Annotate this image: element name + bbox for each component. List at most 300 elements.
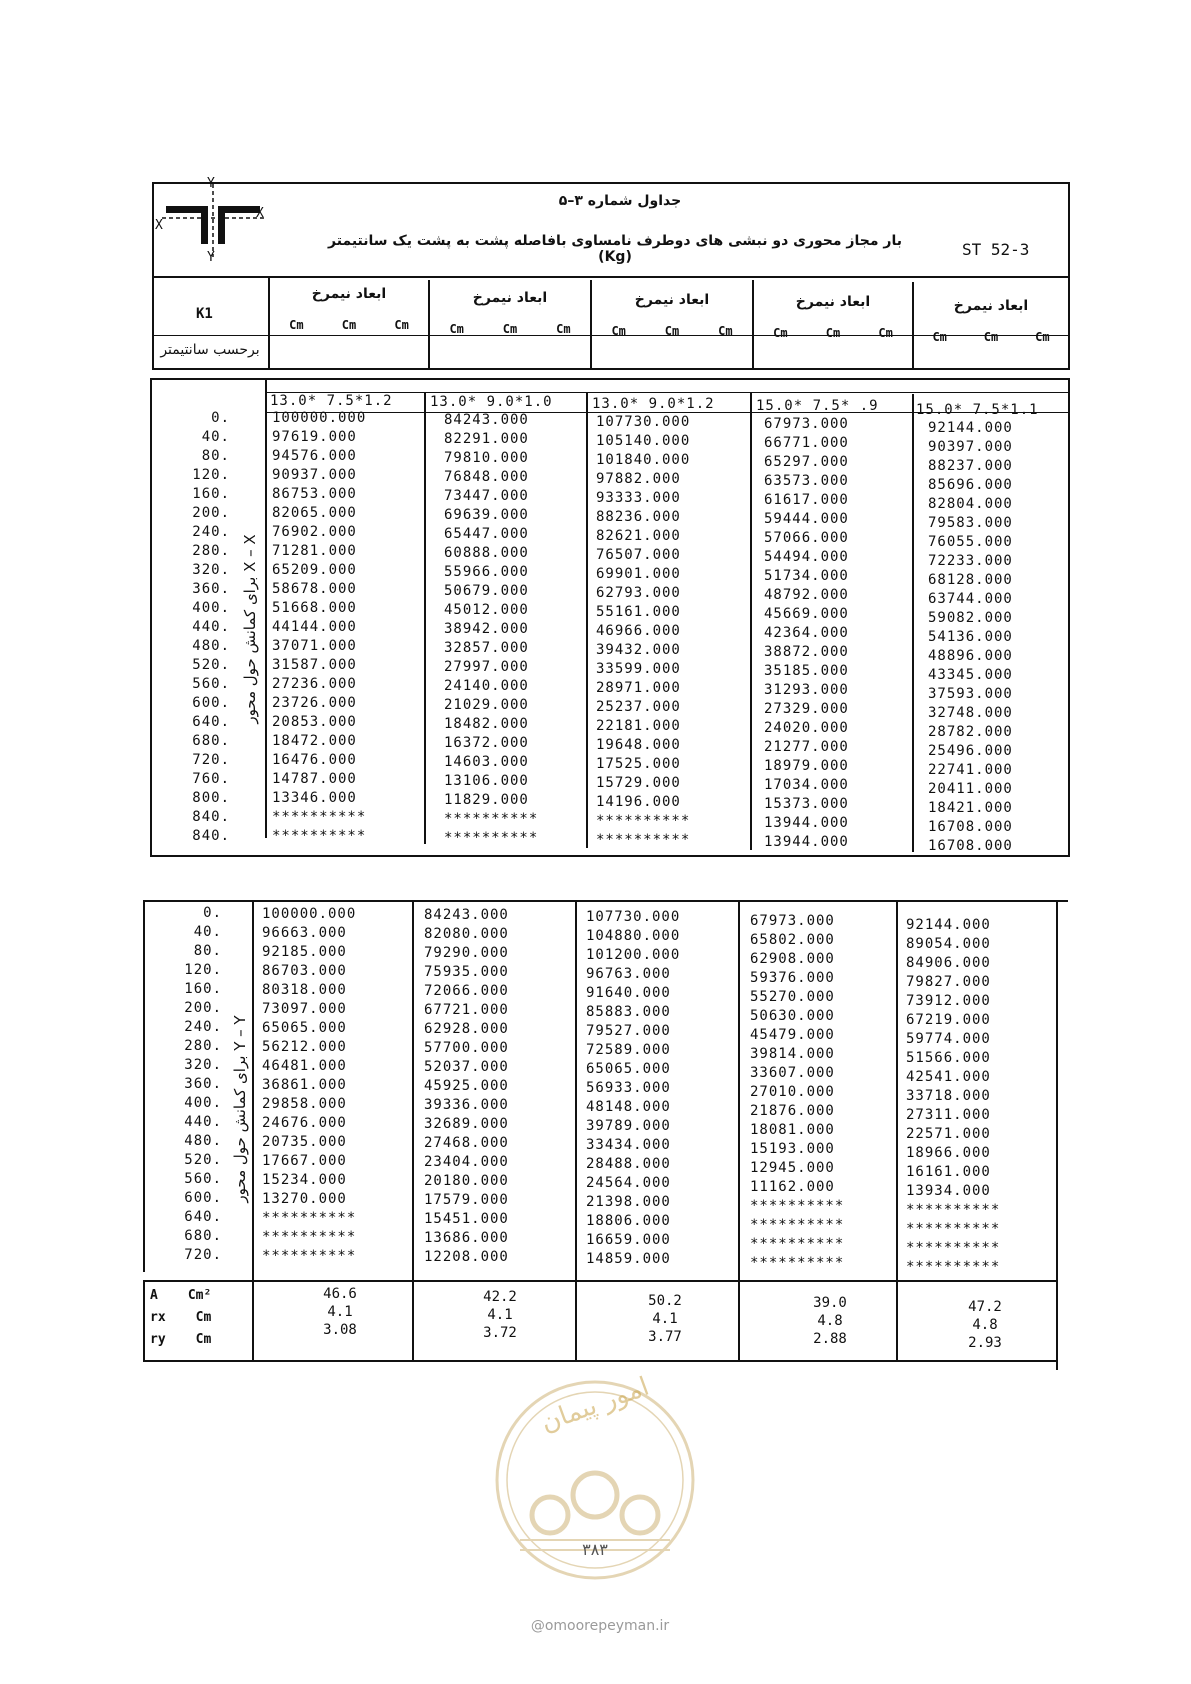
k1-value: 520. — [184, 1152, 222, 1168]
load-value: 52037.000 — [424, 1059, 509, 1075]
k1-value: 120. — [184, 962, 222, 978]
load-value: 93333.000 — [596, 490, 681, 506]
load-value: 51734.000 — [764, 568, 849, 584]
load-value: 62793.000 — [596, 585, 681, 601]
y-col-5 — [906, 916, 1000, 1277]
load-value: 58678.000 — [272, 581, 357, 597]
load-value: 42364.000 — [764, 625, 849, 641]
load-value: 15373.000 — [764, 796, 849, 812]
k1-value: 600. — [184, 1190, 222, 1206]
load-value: 14859.000 — [586, 1251, 671, 1267]
load-value: 86753.000 — [272, 486, 357, 502]
load-value: 18472.000 — [272, 733, 357, 749]
load-value: 15193.000 — [750, 1141, 835, 1157]
load-value: 32689.000 — [424, 1116, 509, 1132]
load-value: 72066.000 — [424, 983, 509, 999]
load-value: ********** — [906, 1202, 1001, 1218]
load-value: 19648.000 — [596, 737, 681, 753]
dim-unit: Cm — [502, 322, 518, 336]
load-value: 18979.000 — [764, 758, 849, 774]
load-value: 36861.000 — [262, 1077, 347, 1093]
load-value: 88237.000 — [928, 458, 1013, 474]
profile-header-1 — [270, 286, 428, 332]
prop-rx-value: 4.1 — [487, 1307, 513, 1323]
load-value: 62928.000 — [424, 1021, 509, 1037]
load-value: ********** — [906, 1259, 1001, 1275]
load-value: 76902.000 — [272, 524, 357, 540]
load-value: 39336.000 — [424, 1097, 509, 1113]
load-value: 15451.000 — [424, 1211, 509, 1227]
profile-label-1: 13.0* 7.5*1.2 — [270, 393, 393, 409]
load-value: 67973.000 — [764, 416, 849, 432]
load-value: 32748.000 — [928, 705, 1013, 721]
load-value: 18421.000 — [928, 800, 1013, 816]
load-value: ********** — [272, 828, 367, 844]
load-value: 16161.000 — [906, 1164, 991, 1180]
dim-unit: Cm — [825, 326, 841, 340]
load-value: 21876.000 — [750, 1103, 835, 1119]
profile-label-2: 13.0* 9.0*1.0 — [430, 394, 553, 410]
load-value: 27468.000 — [424, 1135, 509, 1151]
load-value: 38872.000 — [764, 644, 849, 660]
k1-unit: برحسب سانتیمتر — [160, 342, 260, 358]
load-value: 48148.000 — [586, 1099, 671, 1115]
load-value: 13686.000 — [424, 1230, 509, 1246]
k1-value: 40. — [193, 924, 222, 940]
load-value: 23404.000 — [424, 1154, 509, 1170]
load-value: ********** — [596, 813, 691, 829]
y-col-2 — [424, 906, 509, 1267]
load-value: 59082.000 — [928, 610, 1013, 626]
x-col-3 — [596, 413, 690, 850]
load-value: ********** — [272, 809, 367, 825]
load-value: 46481.000 — [262, 1058, 347, 1074]
prop-ry-unit: Cm — [195, 1332, 212, 1347]
load-value: 31587.000 — [272, 657, 357, 673]
load-value: 94576.000 — [272, 448, 357, 464]
load-value: 11829.000 — [444, 792, 529, 808]
load-value: 44144.000 — [272, 619, 357, 635]
load-value: 69901.000 — [596, 566, 681, 582]
load-value: 68128.000 — [928, 572, 1013, 588]
load-value: 32857.000 — [444, 640, 529, 656]
load-value: 65447.000 — [444, 526, 529, 542]
prop-a-unit: Cm² — [187, 1288, 212, 1303]
k1-value: 800. — [192, 790, 230, 806]
k1-value: 280. — [192, 543, 230, 559]
load-value: 18081.000 — [750, 1122, 835, 1138]
dim-unit: Cm — [1035, 330, 1050, 344]
prop-col-2 — [460, 1288, 540, 1342]
load-value: 90937.000 — [272, 467, 357, 483]
load-value: 96763.000 — [586, 966, 671, 982]
load-value: 18806.000 — [586, 1213, 671, 1229]
k1-value: 360. — [184, 1076, 222, 1092]
load-value: 56933.000 — [586, 1080, 671, 1096]
load-value: 51566.000 — [906, 1050, 991, 1066]
load-value: 46966.000 — [596, 623, 681, 639]
k1-value: 600. — [192, 695, 230, 711]
load-value: 17525.000 — [596, 756, 681, 772]
load-value: 96663.000 — [262, 925, 347, 941]
load-value: 28488.000 — [586, 1156, 671, 1172]
load-value: 82291.000 — [444, 431, 529, 447]
prop-a-value: 50.2 — [648, 1293, 682, 1309]
load-value: 66771.000 — [764, 435, 849, 451]
load-value: 22571.000 — [906, 1126, 991, 1142]
k1-value: 680. — [184, 1228, 222, 1244]
prop-rx-unit: Cm — [195, 1310, 212, 1325]
load-value: 27329.000 — [764, 701, 849, 717]
prop-col-4 — [790, 1294, 870, 1348]
y-section-k1-column — [150, 904, 222, 1265]
load-value: 82621.000 — [596, 528, 681, 544]
load-value: 107730.000 — [586, 909, 681, 925]
load-value: ********** — [262, 1229, 357, 1245]
load-value: 63744.000 — [928, 591, 1013, 607]
k1-value: 240. — [192, 524, 230, 540]
profile-label-4: 15.0* 7.5* .9 — [756, 398, 879, 414]
load-value: 33607.000 — [750, 1065, 835, 1081]
prop-rx-value: 4.8 — [817, 1313, 843, 1329]
profile-dims-label: ابعاد نیمرخ — [634, 292, 710, 308]
prop-col-5 — [945, 1298, 1025, 1352]
dim-unit: Cm — [556, 322, 571, 336]
k1-value: 160. — [192, 486, 230, 502]
load-value: 48896.000 — [928, 648, 1013, 664]
load-value: ********** — [262, 1210, 357, 1226]
load-value: 50630.000 — [750, 1008, 835, 1024]
axis-label-y-top: Y — [207, 176, 215, 191]
site-watermark: @omoorepeyman.ir — [530, 1618, 670, 1634]
load-value: 48792.000 — [764, 587, 849, 603]
load-value: 11162.000 — [750, 1179, 835, 1195]
load-value: 59444.000 — [764, 511, 849, 527]
load-value: 65209.000 — [272, 562, 357, 578]
load-value: 13934.000 — [906, 1183, 991, 1199]
load-value: 17667.000 — [262, 1153, 347, 1169]
load-value: 20735.000 — [262, 1134, 347, 1150]
load-value: 92185.000 — [262, 944, 347, 960]
load-value: 16708.000 — [928, 838, 1013, 854]
load-value: ********** — [906, 1221, 1001, 1237]
load-value: 33434.000 — [586, 1137, 671, 1153]
load-value: 62908.000 — [750, 951, 835, 967]
load-value: 79827.000 — [906, 974, 991, 990]
k1-value: 480. — [184, 1133, 222, 1149]
k1-value: 80. — [201, 448, 230, 464]
load-value: 29858.000 — [262, 1096, 347, 1112]
load-value: 21029.000 — [444, 697, 529, 713]
load-value: 22181.000 — [596, 718, 681, 734]
load-value: 76507.000 — [596, 547, 681, 563]
load-value: 84906.000 — [906, 955, 991, 971]
load-value: 39814.000 — [750, 1046, 835, 1062]
load-value: 80318.000 — [262, 982, 347, 998]
load-value: 12945.000 — [750, 1160, 835, 1176]
load-value: ********** — [596, 832, 691, 848]
k1-value: 640. — [184, 1209, 222, 1225]
load-value: 100000.000 — [272, 410, 367, 426]
load-value: 24140.000 — [444, 678, 529, 694]
load-value: 101200.000 — [586, 947, 681, 963]
x-col-4 — [764, 415, 849, 852]
profile-header-3 — [592, 292, 752, 338]
load-value: 13944.000 — [764, 815, 849, 831]
load-value: 72233.000 — [928, 553, 1013, 569]
k1-value: 400. — [192, 600, 230, 616]
y-col-1 — [262, 905, 356, 1266]
dim-unit: Cm — [983, 330, 999, 344]
x-col-2 — [444, 411, 538, 848]
page-number: ۳۸۳ — [582, 1540, 608, 1559]
load-value: ********** — [906, 1240, 1001, 1256]
load-value: 79810.000 — [444, 450, 529, 466]
axis-label-y-bottom: Y — [207, 250, 215, 265]
k1-value: 0. — [203, 905, 222, 921]
load-value: 54136.000 — [928, 629, 1013, 645]
k1-value: 80. — [193, 943, 222, 959]
x-section-k1-column — [158, 409, 230, 846]
load-value: ********** — [262, 1248, 357, 1264]
load-value: 67219.000 — [906, 1012, 991, 1028]
k1-value: 640. — [192, 714, 230, 730]
x-col-5 — [928, 419, 1013, 856]
load-value: ********** — [750, 1236, 845, 1252]
load-value: 24020.000 — [764, 720, 849, 736]
load-value: 97882.000 — [596, 471, 681, 487]
k1-value: 680. — [192, 733, 230, 749]
load-value: 12208.000 — [424, 1249, 509, 1265]
k1-value: 840. — [192, 809, 230, 825]
k1-value: 40. — [201, 429, 230, 445]
load-value: 100000.000 — [262, 906, 357, 922]
k1-value: 560. — [184, 1171, 222, 1187]
y-col-3 — [586, 908, 680, 1269]
load-value: 105140.000 — [596, 433, 691, 449]
load-value: 39432.000 — [596, 642, 681, 658]
dim-unit: Cm — [718, 324, 733, 338]
load-value: 39789.000 — [586, 1118, 671, 1134]
load-value: 42541.000 — [906, 1069, 991, 1085]
load-value: 50679.000 — [444, 583, 529, 599]
dim-unit: Cm — [341, 318, 357, 332]
load-value: 27997.000 — [444, 659, 529, 675]
dim-unit: Cm — [932, 330, 947, 344]
load-value: 15234.000 — [262, 1172, 347, 1188]
prop-col-3 — [625, 1292, 705, 1346]
profile-label-5: 15.0* 7.5*1.1 — [916, 402, 1039, 418]
dim-unit: Cm — [611, 324, 626, 338]
load-value: 25237.000 — [596, 699, 681, 715]
profile-header-4 — [754, 294, 912, 340]
load-value: 14196.000 — [596, 794, 681, 810]
load-value: 54494.000 — [764, 549, 849, 565]
k1-value: 400. — [184, 1095, 222, 1111]
load-value: 13106.000 — [444, 773, 529, 789]
axis-label-x-left: X — [155, 218, 163, 233]
load-value: 88236.000 — [596, 509, 681, 525]
load-value: 20180.000 — [424, 1173, 509, 1189]
load-value: 27311.000 — [906, 1107, 991, 1123]
load-value: 63573.000 — [764, 473, 849, 489]
profile-dims-label: ابعاد نیمرخ — [953, 298, 1029, 314]
load-value: 57066.000 — [764, 530, 849, 546]
load-value: 59376.000 — [750, 970, 835, 986]
load-value: 92144.000 — [906, 917, 991, 933]
profile-dims-label: ابعاد نیمرخ — [472, 290, 548, 306]
load-value: 17034.000 — [764, 777, 849, 793]
load-value: 23726.000 — [272, 695, 357, 711]
load-value: 37593.000 — [928, 686, 1013, 702]
load-value: 84243.000 — [424, 907, 509, 923]
load-value: 86703.000 — [262, 963, 347, 979]
load-value: 57700.000 — [424, 1040, 509, 1056]
load-value: 31293.000 — [764, 682, 849, 698]
load-value: 61617.000 — [764, 492, 849, 508]
dim-unit: Cm — [289, 318, 304, 332]
load-value: 101840.000 — [596, 452, 691, 468]
load-value: 65065.000 — [586, 1061, 671, 1077]
prop-a-value: 39.0 — [813, 1295, 847, 1311]
y-section-label: برای کمانش حول محور Y – Y — [231, 1015, 249, 1203]
load-value: 69639.000 — [444, 507, 529, 523]
k1-value: 520. — [192, 657, 230, 673]
k1-value: 560. — [192, 676, 230, 692]
load-value: 22741.000 — [928, 762, 1013, 778]
load-value: ********** — [750, 1198, 845, 1214]
load-value: 27010.000 — [750, 1084, 835, 1100]
load-value: ********** — [444, 811, 539, 827]
load-value: 16659.000 — [586, 1232, 671, 1248]
load-value: 21277.000 — [764, 739, 849, 755]
k1-value: 240. — [184, 1019, 222, 1035]
load-value: 55270.000 — [750, 989, 835, 1005]
load-value: 15729.000 — [596, 775, 681, 791]
load-value: 21398.000 — [586, 1194, 671, 1210]
load-value: 16476.000 — [272, 752, 357, 768]
k1-value: 320. — [184, 1057, 222, 1073]
prop-ry-value: 2.93 — [968, 1335, 1002, 1351]
load-value: 56212.000 — [262, 1039, 347, 1055]
k1-value: 440. — [184, 1114, 222, 1130]
load-value: 92144.000 — [928, 420, 1013, 436]
load-value: 73097.000 — [262, 1001, 347, 1017]
load-value: 75935.000 — [424, 964, 509, 980]
load-value: 13944.000 — [764, 834, 849, 850]
load-value: 25496.000 — [928, 743, 1013, 759]
load-value: ********** — [444, 830, 539, 846]
k1-value: 280. — [184, 1038, 222, 1054]
axis-label-x-right: X — [256, 206, 264, 221]
load-value: 82065.000 — [272, 505, 357, 521]
dim-unit: Cm — [449, 322, 464, 336]
load-value: 79527.000 — [586, 1023, 671, 1039]
load-value: 28971.000 — [596, 680, 681, 696]
k1-value: 760. — [192, 771, 230, 787]
load-value: 76848.000 — [444, 469, 529, 485]
load-value: 18966.000 — [906, 1145, 991, 1161]
load-value: 24564.000 — [586, 1175, 671, 1191]
dim-unit: Cm — [394, 318, 409, 332]
load-value: 65802.000 — [750, 932, 835, 948]
load-value: 45479.000 — [750, 1027, 835, 1043]
load-value: 45669.000 — [764, 606, 849, 622]
load-value: 82080.000 — [424, 926, 509, 942]
prop-rx-symbol: rx — [150, 1310, 166, 1325]
load-value: 76055.000 — [928, 534, 1013, 550]
k1-value: 840. — [192, 828, 230, 844]
prop-rx-value: 4.1 — [327, 1304, 353, 1320]
load-value: 35185.000 — [764, 663, 849, 679]
prop-a-symbol: A — [150, 1288, 158, 1303]
load-value: 73912.000 — [906, 993, 991, 1009]
prop-ry-value: 3.08 — [323, 1322, 357, 1338]
load-value: 107730.000 — [596, 414, 691, 430]
load-value: 85696.000 — [928, 477, 1013, 493]
prop-a-value: 47.2 — [968, 1299, 1002, 1315]
table-number: جداول شماره ۳–۵ — [558, 193, 682, 209]
profile-label-3: 13.0* 9.0*1.2 — [592, 396, 715, 412]
load-value: 59774.000 — [906, 1031, 991, 1047]
load-value: 45012.000 — [444, 602, 529, 618]
load-value: 37071.000 — [272, 638, 357, 654]
load-value: 104880.000 — [586, 928, 681, 944]
k1-value: 0. — [211, 410, 230, 426]
load-value: 85883.000 — [586, 1004, 671, 1020]
k1-value: 200. — [184, 1000, 222, 1016]
dim-unit: Cm — [773, 326, 788, 340]
x-section-label: برای کمانش حول محور X – X — [241, 534, 259, 724]
load-value: ********** — [750, 1255, 845, 1271]
load-value: 67973.000 — [750, 913, 835, 929]
load-value: 65297.000 — [764, 454, 849, 470]
load-value: 14603.000 — [444, 754, 529, 770]
load-value: 79583.000 — [928, 515, 1013, 531]
prop-labels — [150, 1285, 250, 1351]
k1-value: 360. — [192, 581, 230, 597]
prop-a-value: 42.2 — [483, 1289, 517, 1305]
k1-value: 440. — [192, 619, 230, 635]
prop-ry-value: 3.77 — [648, 1329, 682, 1345]
steel-grade: ST 52-3 — [962, 240, 1030, 259]
prop-rx-value: 4.8 — [972, 1317, 998, 1333]
prop-rx-value: 4.1 — [652, 1311, 678, 1327]
load-value: 72589.000 — [586, 1042, 671, 1058]
table-title: بار مجاز محوری دو نبشی های دوطرف نامساوی بافاصله پشت به پشت یک سانتیمتر (Kg) — [328, 233, 902, 265]
profile-header-5 — [914, 298, 1068, 344]
k1-value: 480. — [192, 638, 230, 654]
load-value: 67721.000 — [424, 1002, 509, 1018]
watermark-text: امور پیمان — [536, 1371, 654, 1439]
load-value: 16372.000 — [444, 735, 529, 751]
load-value: 91640.000 — [586, 985, 671, 1001]
load-value: 13270.000 — [262, 1191, 347, 1207]
prop-a-value: 46.6 — [323, 1286, 357, 1302]
load-value: 43345.000 — [928, 667, 1013, 683]
k1-label: K1 — [196, 306, 213, 322]
load-value: 38942.000 — [444, 621, 529, 637]
dim-unit: Cm — [664, 324, 680, 338]
load-value: ********** — [750, 1217, 845, 1233]
k1-value: 320. — [192, 562, 230, 578]
prop-ry-symbol: ry — [150, 1332, 166, 1347]
load-value: 55161.000 — [596, 604, 681, 620]
load-value: 45925.000 — [424, 1078, 509, 1094]
k1-value: 160. — [184, 981, 222, 997]
load-value: 13346.000 — [272, 790, 357, 806]
k1-value: 720. — [192, 752, 230, 768]
